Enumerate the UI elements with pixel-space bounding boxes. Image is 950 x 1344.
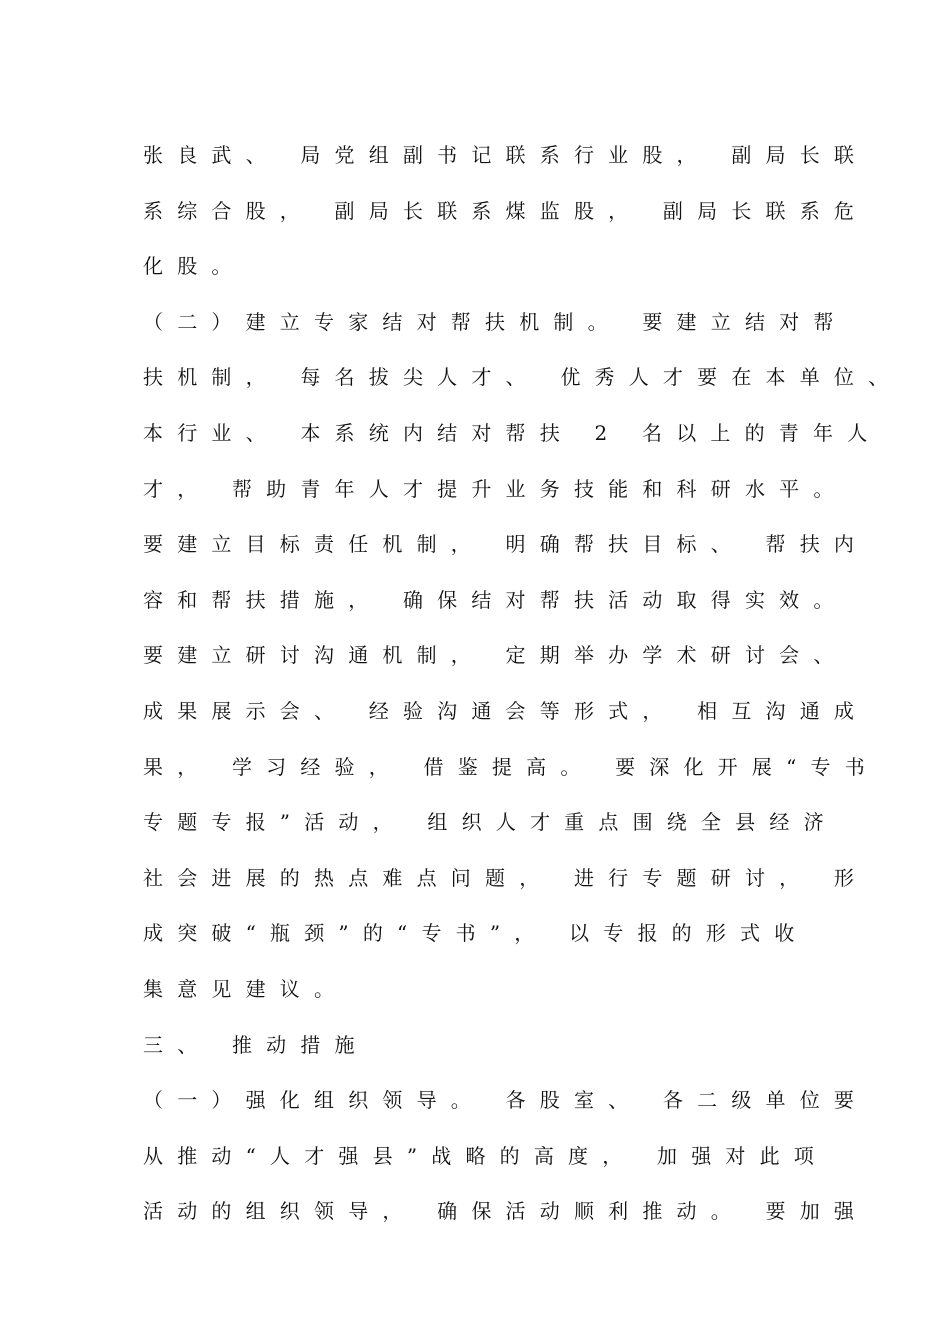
text-line: 专题专报”活动， 组织人才重点围绕全县经济 — [143, 810, 838, 835]
text-line: 化股。 — [143, 254, 246, 279]
text-line: （一）强化组织领导。 各股室、 各二级单位要 — [143, 1088, 869, 1113]
text-line: 成突破“瓶颈”的“专书”， 以专报的形式收 — [143, 921, 809, 946]
text-line: 才， 帮助青年人才提升业务技能和科研水平。 — [143, 476, 848, 501]
text-line: 张良武、 局党组副书记联系行业股， 副局长联 — [143, 143, 869, 167]
text-line: 本行业、 本系统内结对帮扶 2 名以上的青年人 — [143, 420, 882, 445]
text-line: 活动的组织领导， 确保活动顺利推动。 要加强 — [143, 1199, 869, 1224]
text-line: 扶机制， 每名拔尖人才、 优秀人才要在本单位、 — [143, 365, 903, 390]
text-line: 要建立目标责任机制， 明确帮扶目标、 帮扶内 — [143, 532, 869, 557]
text-line: 成果展示会、 经验沟通会等形式， 相互沟通成 — [143, 698, 869, 723]
text-line: 容和帮扶措施， 确保结对帮扶活动取得实效。 — [143, 587, 848, 612]
section-heading: 三、 推动措施 — [143, 1032, 369, 1057]
document-body — [143, 128, 903, 1240]
text-line: 要建立研讨沟通机制， 定期举办学术研讨会、 — [143, 643, 848, 668]
text-line: 社会进展的热点难点问题， 进行专题研讨， 形 — [143, 865, 869, 890]
text-line: 从推动“人才强县”战略的高度， 加强对此项 — [143, 1143, 829, 1168]
text-line: 集意见建议。 — [143, 976, 349, 1001]
text-line: （二）建立专家结对帮扶机制。 要建立结对帮 — [143, 309, 848, 334]
text-line: 果， 学习经验， 借鉴提高。 要深化开展“专书 — [143, 754, 879, 779]
text-line: 系综合股， 副局长联系煤监股， 副局长联系危 — [143, 198, 869, 223]
